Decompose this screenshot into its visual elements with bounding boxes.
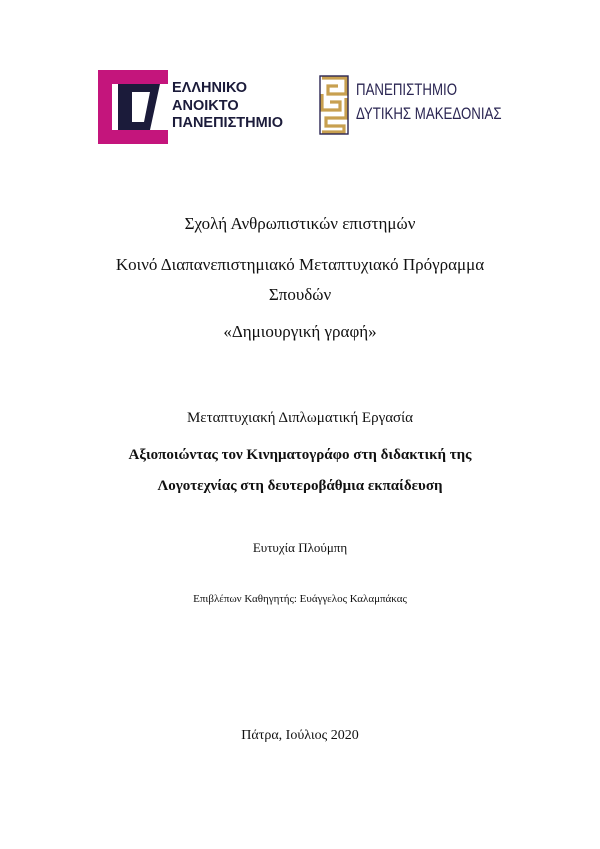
thesis-title-line-1: Αξιοποιώντας τον Κινηματογράφο στη διδακτική της	[128, 447, 472, 463]
place-date: Πάτρα, Ιούλιος 2020	[241, 728, 359, 743]
program-name: «Δημιουργική γραφή»	[223, 322, 377, 341]
hou-emblem-icon	[98, 70, 168, 144]
hou-logo	[98, 70, 288, 144]
program-line-1: Κοινό Διαπανεπιστημιακό Μεταπτυχιακό Πρόγραμμα	[115, 255, 485, 274]
program-line-2: Σπουδών	[268, 285, 332, 304]
hou-logo-line3: ΠΑΝΕΠΙΣΤΗΜΙΟ	[172, 115, 284, 131]
thesis-type: Μεταπτυχιακή Διπλωματική Εργασία	[186, 410, 414, 426]
uowm-logo	[318, 74, 518, 144]
hou-logo-line2: ΑΝΟΙΚΤΟ	[172, 97, 239, 114]
uowm-meander-emblem-icon	[318, 74, 350, 136]
school-name: Σχολή Ανθρωπιστικών επιστημών	[184, 214, 416, 233]
thesis-title-line-2: Λογοτεχνίας στη δευτεροβάθμια εκπαίδευση	[157, 478, 443, 494]
uowm-logo-line1: ΠΑΝΕΠΙΣΤΗΜΙΟ	[356, 80, 458, 99]
hou-logo-line1: ΕΛΛΗΝΙΚΟ	[172, 80, 248, 96]
author-name: Ευτυχία Πλούμπη	[252, 540, 348, 555]
supervisor: Επιβλέπων Καθηγητής: Ευάγγελος Καλαμπάκας	[193, 593, 407, 605]
uowm-logo-line2: ΔΥΤΙΚΗΣ ΜΑΚΕΔΟΝΙΑΣ	[356, 104, 502, 123]
